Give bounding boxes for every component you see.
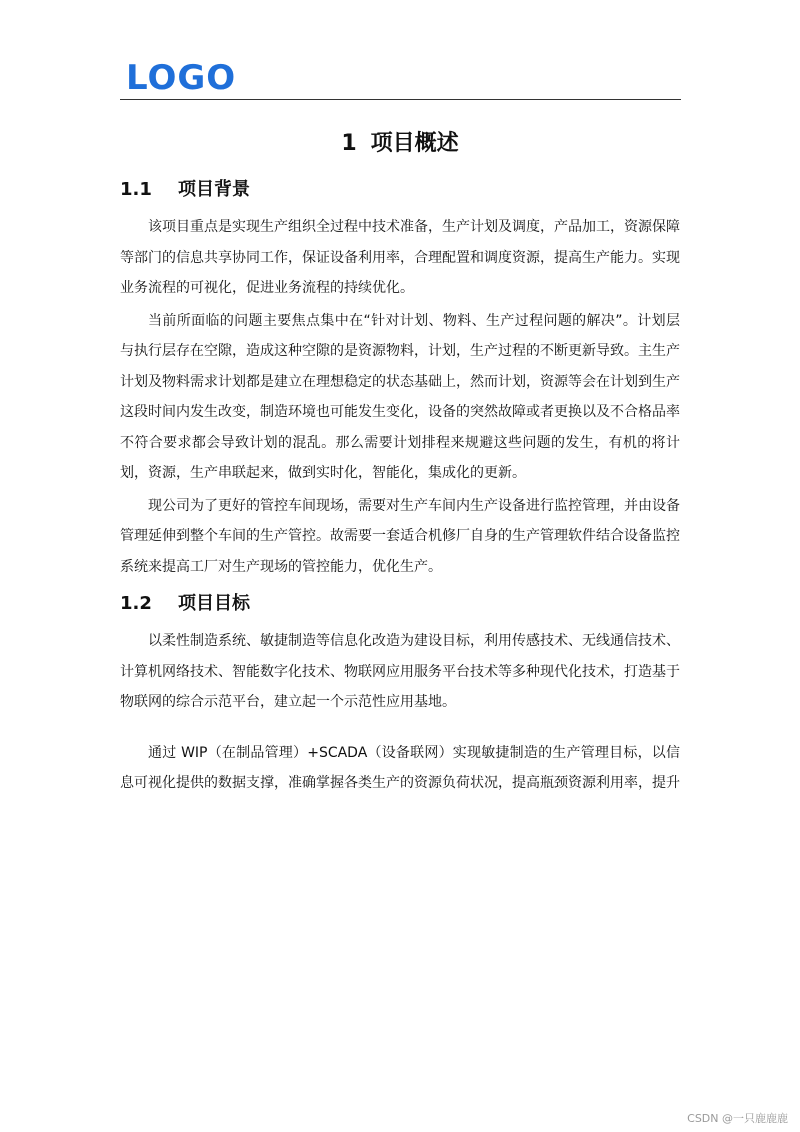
paragraph: 通过 WIP（在制品管理）+SCADA（设备联网）实现敏捷制造的生产管理目标，以信息可视化提供的数据支撑，准确掌握各类生产的资源负荷状况，提高瓶颈资源利用率，提升 bbox=[120, 744, 680, 791]
chapter-title-text: 项目概述 bbox=[370, 131, 459, 156]
section-number: 1.2 bbox=[120, 593, 152, 614]
header-divider bbox=[120, 99, 681, 100]
paragraph: 该项目重点是实现生产组织全过程中技术准备，生产计划及调度，产品加工，资源保障等部门的信息共享协同工作，保证设备利用率，合理配置和调度资源，提高生产能力。实现业务流程的可视化，促进业务流程的持续优化。 bbox=[120, 219, 680, 296]
section-title: 项目目标 bbox=[178, 593, 250, 614]
section-heading-background bbox=[120, 176, 680, 204]
section-title: 项目背景 bbox=[178, 179, 250, 200]
chapter-title bbox=[120, 124, 680, 164]
section-heading-goals bbox=[120, 590, 680, 618]
paragraph: 现公司为了更好的管控车间现场，需要对生产车间内生产设备进行监控管理，并由设备管理延伸到整个车间的生产管控。故需要一套适合机修厂自身的生产管理软件结合设备监控系统来提高工厂对生产现场的管控能力，优化生产。 bbox=[120, 497, 680, 575]
document-body bbox=[120, 124, 680, 801]
chapter-number: 1 bbox=[341, 131, 357, 156]
paragraph: 以柔性制造系统、敏捷制造等信息化改造为建设目标，利用传感技术、无线通信技术、计算机网络技术、智能数字化技术、物联网应用服务平台技术等多种现代化技术，打造基于物联网的综合示范平台，建立起一个示范性应用基地。 bbox=[120, 633, 680, 710]
paragraph: 当前所面临的问题主要焦点集中在“针对计划、物料、生产过程问题的解决”。计划层与执行层存在空隙，造成这种空隙的是资源物料，计划，生产过程的不断更新导致。主生产计划及物料需求计划都是建立在理想稳定的状态基础上，然而计划，资源等会在计划到生产这段时间内发生改变，制造环境也可能发生变化，设备的突然故障或者更换以及不合格品率不符合要求都会导致计划的混乱。那么需要计划排程来规避这些问题的发生，有机的将计划，资源，生产串联起来，做到实时化，智能化，集成化的更新。 bbox=[120, 312, 680, 481]
section-number: 1.1 bbox=[120, 179, 152, 200]
logo: LOGO bbox=[126, 58, 237, 98]
watermark: CSDN @一只鹿鹿鹿 bbox=[687, 1112, 788, 1125]
